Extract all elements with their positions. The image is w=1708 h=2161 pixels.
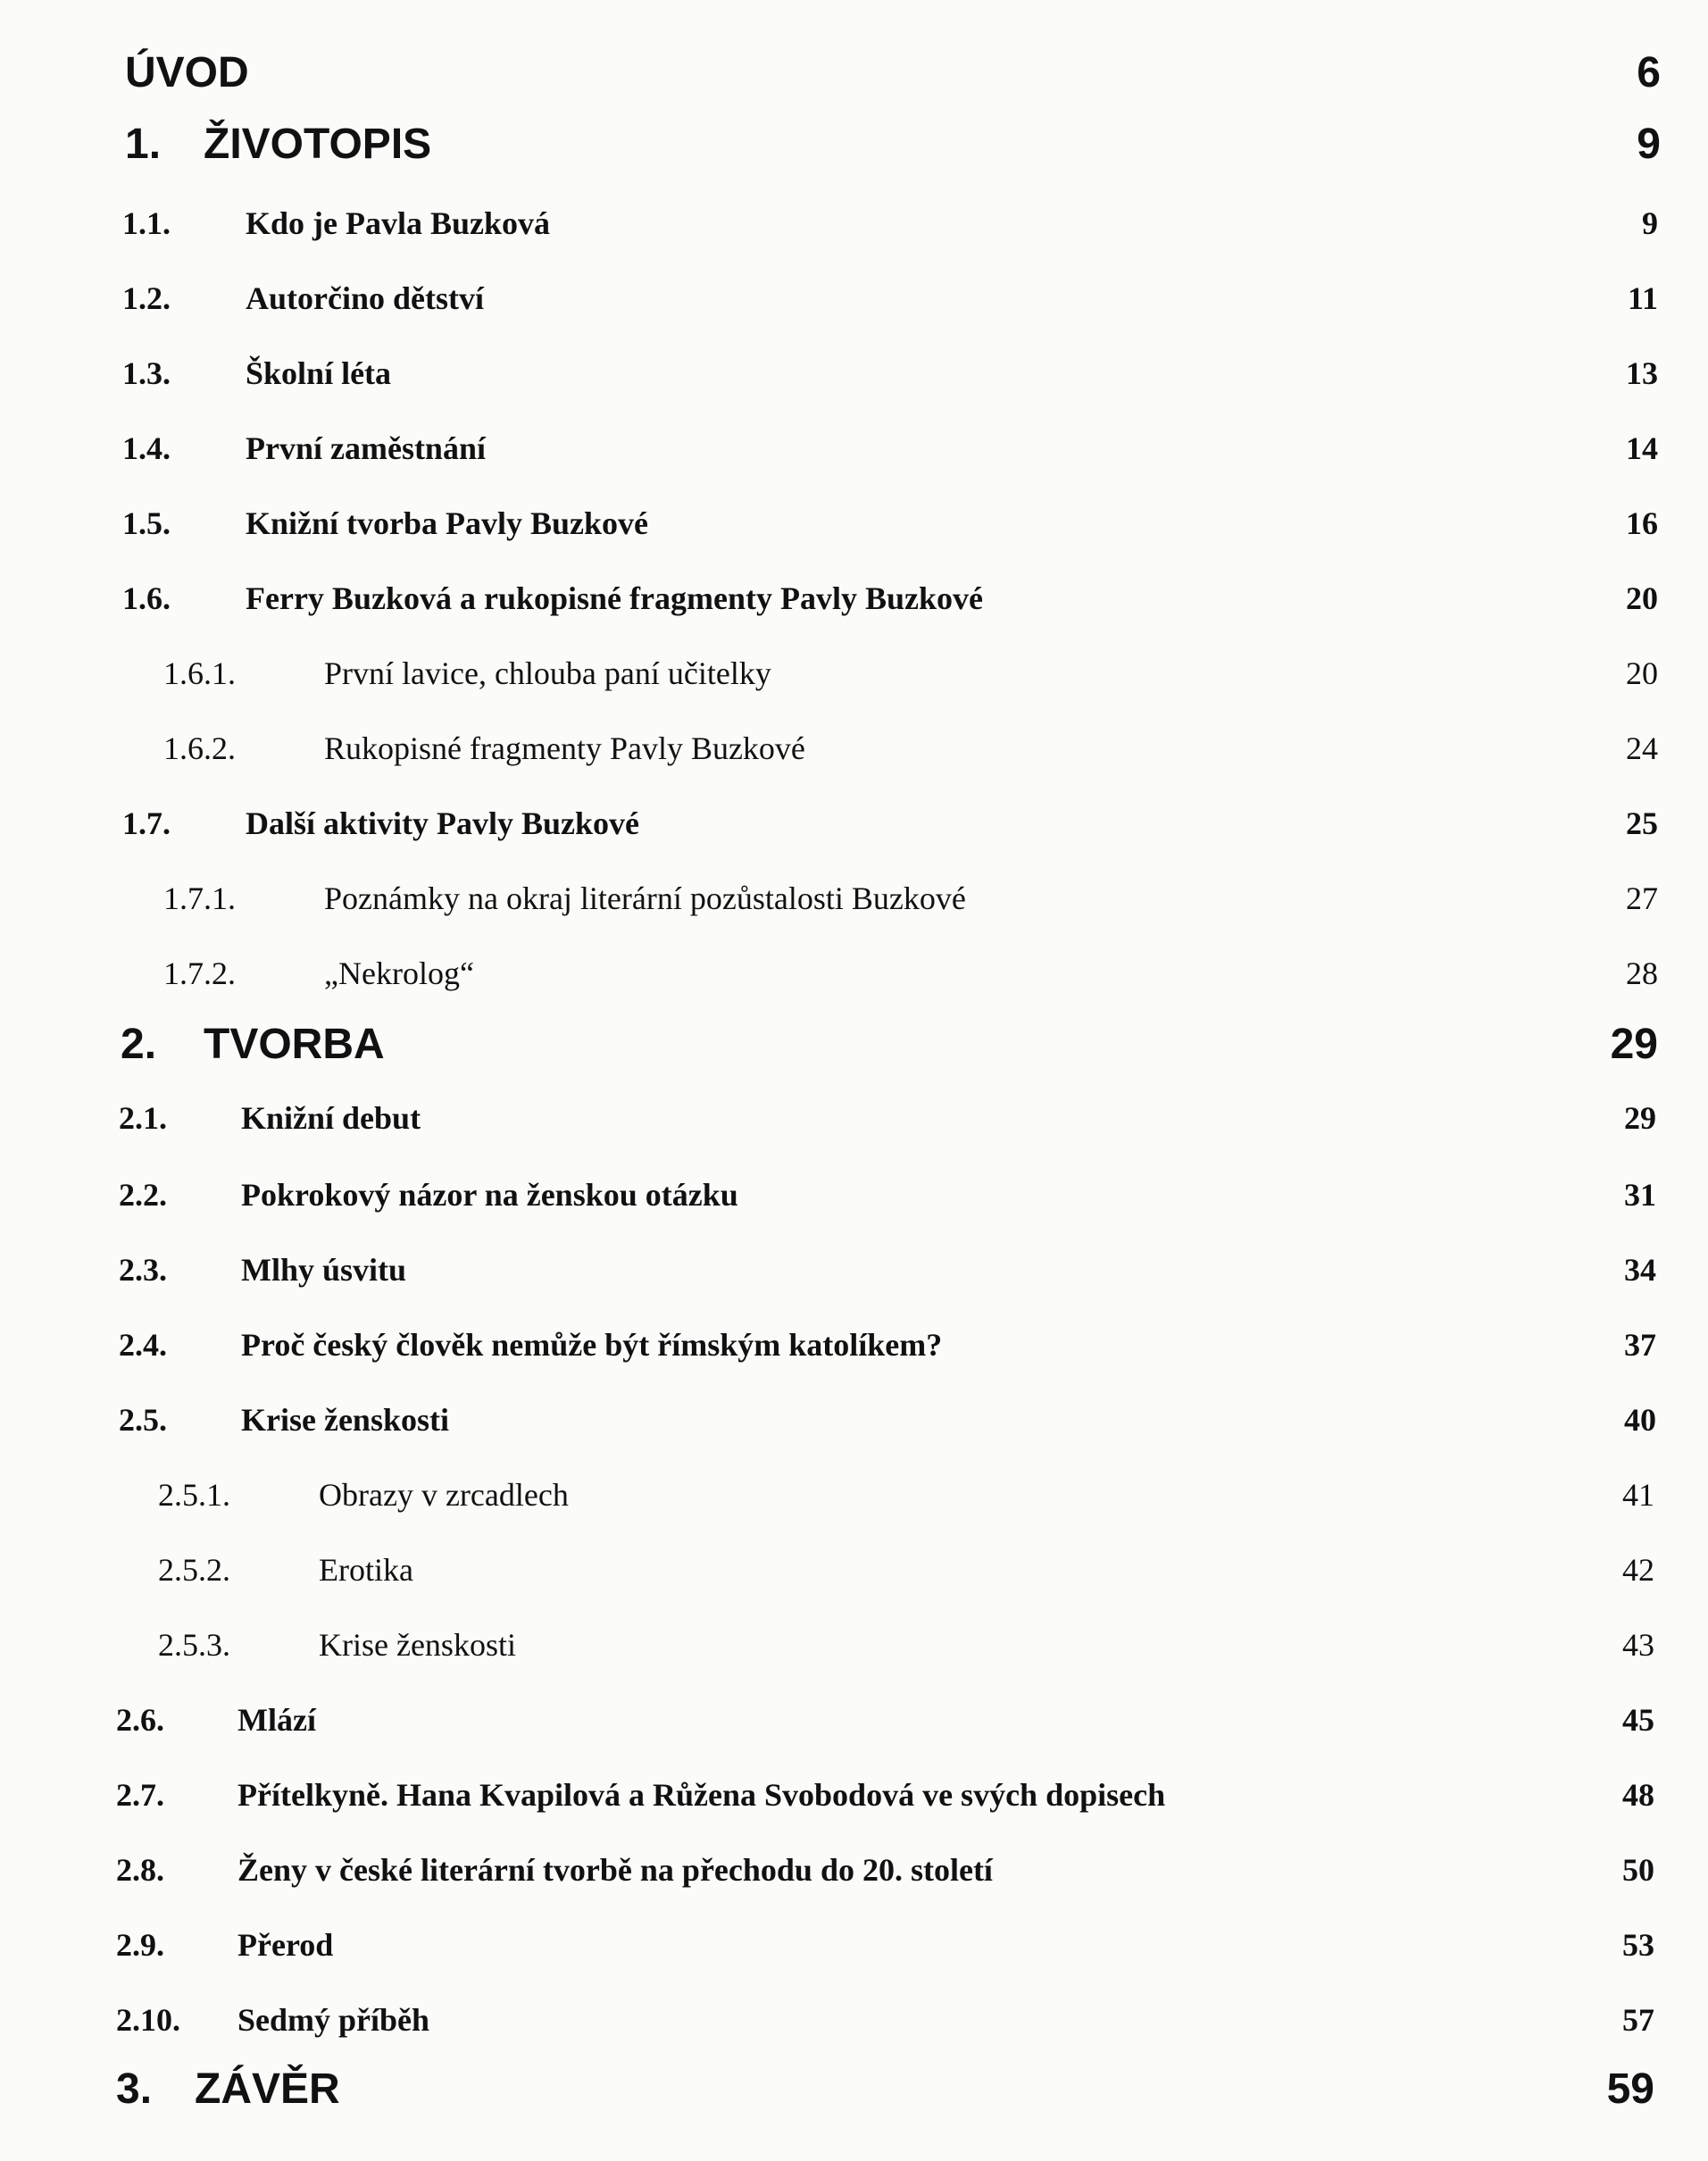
toc-entry-number: 2.5.3. — [158, 1627, 230, 1663]
toc-subsection-1-7-2 — [163, 957, 1658, 993]
toc-section-2-2 — [119, 1179, 1656, 1214]
toc-page-number: 42 — [1622, 1552, 1654, 1588]
toc-page-number: 14 — [1626, 430, 1658, 466]
toc-section-1-4 — [122, 432, 1658, 468]
toc-section-1-7 — [122, 807, 1658, 843]
toc-page-number: 16 — [1626, 505, 1658, 541]
toc-entry-number: 1.7. — [122, 805, 171, 841]
toc-entry-title: Přerod — [237, 1927, 334, 1963]
toc-page-number: 41 — [1622, 1477, 1654, 1513]
toc-page-number: 11 — [1627, 280, 1658, 316]
toc-entry-title: Rukopisné fragmenty Pavly Buzkové — [324, 730, 805, 766]
toc-entry-number: 2. — [121, 1021, 157, 1068]
toc-entry-title: TVORBA — [204, 1021, 385, 1068]
toc-entry-title: Přítelkyně. Hana Kvapilová a Růžena Svobodová ve svých dopisech — [237, 1777, 1166, 1813]
toc-entry-number: 2.7. — [116, 1777, 164, 1813]
toc-chapter-1 — [125, 123, 1661, 168]
toc-entry-number: 1.3. — [122, 355, 171, 391]
toc-entry-title: Sedmý příběh — [237, 2002, 430, 2038]
toc-section-2-1 — [119, 1102, 1656, 1138]
toc-subsection-2-5-1 — [158, 1479, 1654, 1514]
toc-section-2-5 — [119, 1404, 1656, 1439]
toc-entry-number: 2.1. — [119, 1100, 167, 1136]
toc-page-number: 50 — [1622, 1852, 1654, 1888]
toc-entry-title: Poznámky na okraj literární pozůstalosti Buzkové — [324, 880, 966, 916]
toc-entry-number: 2.9. — [116, 1927, 164, 1963]
toc-page-number: 40 — [1624, 1402, 1656, 1438]
toc-page-number: 24 — [1626, 730, 1658, 766]
toc-entry-title: Obrazy v zrcadlech — [319, 1477, 569, 1513]
toc-section-2-4 — [119, 1329, 1656, 1364]
toc-entry-title: ÚVOD — [125, 49, 249, 96]
toc-subsection-2-5-3 — [158, 1629, 1654, 1665]
toc-entry-title: Ferry Buzková a rukopisné fragmenty Pavly Buzkové — [246, 580, 983, 616]
toc-entry-number: 1.5. — [122, 505, 171, 541]
toc-page-number: 25 — [1626, 805, 1658, 841]
toc-entry-title: Školní léta — [246, 355, 392, 391]
toc-entry-number: 1.6. — [122, 580, 171, 616]
toc-entry-number: 1.6.1. — [163, 655, 236, 691]
toc-entry-title: Proč český člověk nemůže být římským katolíkem? — [241, 1327, 943, 1363]
toc-page-number: 57 — [1622, 2002, 1654, 2038]
toc-page-number: 53 — [1622, 1927, 1654, 1963]
toc-entry-title: První zaměstnání — [246, 430, 486, 466]
toc-entry-title: Mlhy úsvitu — [241, 1252, 407, 1288]
toc-chapter-3 — [116, 2065, 1654, 2113]
toc-page-number: 9 — [1637, 121, 1661, 168]
toc-page-number: 9 — [1642, 205, 1658, 241]
toc-entry-number: 2.5. — [119, 1402, 167, 1438]
toc-entry-number: 2.8. — [116, 1852, 164, 1888]
toc-entry-title: ŽIVOTOPIS — [204, 121, 432, 168]
toc-page-number: 59 — [1606, 2065, 1654, 2113]
toc-section-2-7 — [116, 1779, 1654, 1815]
toc-page-number: 29 — [1624, 1100, 1656, 1136]
toc-entry-title: Autorčino dětství — [246, 280, 484, 316]
toc-chapter-2 — [121, 1023, 1658, 1068]
toc-entry-number: 2.5.2. — [158, 1552, 230, 1588]
toc-section-1-6 — [122, 582, 1658, 618]
toc-entry-title: Další aktivity Pavly Buzkové — [246, 805, 640, 841]
toc-page-number: 20 — [1626, 580, 1658, 616]
toc-entry-number: 3. — [116, 2065, 153, 2113]
toc-section-1-5 — [122, 507, 1658, 543]
toc-subsection-1-6-2 — [163, 732, 1658, 768]
toc-entry-title: Knižní tvorba Pavly Buzkové — [246, 505, 649, 541]
toc-entry-title: Mlází — [237, 1702, 316, 1738]
toc-entry-number: 2.6. — [116, 1702, 164, 1738]
toc-entry-number: 1. — [125, 121, 162, 168]
toc-entry-number: 2.2. — [119, 1177, 167, 1213]
toc-page-number: 13 — [1626, 355, 1658, 391]
toc-entry-title: Krise ženskosti — [241, 1402, 449, 1438]
toc-subsection-1-7-1 — [163, 882, 1658, 918]
toc-page-number: 37 — [1624, 1327, 1656, 1363]
toc-page-number: 28 — [1626, 955, 1658, 991]
toc-page-number: 27 — [1626, 880, 1658, 916]
toc-page-number: 6 — [1637, 49, 1661, 96]
toc-section-2-9 — [116, 1929, 1654, 1965]
toc-entry-number: 1.4. — [122, 430, 171, 466]
toc-entry-title: První lavice, chlouba paní učitelky — [324, 655, 771, 691]
toc-subsection-1-6-1 — [163, 657, 1658, 693]
toc-page-number: 48 — [1622, 1777, 1654, 1813]
toc-section-1-1 — [122, 207, 1658, 243]
toc-section-2-8 — [116, 1854, 1654, 1890]
toc-section-2-6 — [116, 1704, 1654, 1740]
toc-entry-number: 2.10. — [116, 2002, 180, 2038]
toc-entry-number: 1.1. — [122, 205, 171, 241]
toc-entry-number: 2.4. — [119, 1327, 167, 1363]
toc-entry-title: Pokrokový názor na ženskou otázku — [241, 1177, 738, 1213]
toc-entry-title: „Nekrolog“ — [324, 955, 474, 991]
toc-entry-number: 2.3. — [119, 1252, 167, 1288]
toc-subsection-2-5-2 — [158, 1554, 1654, 1589]
toc-entry-title: Krise ženskosti — [319, 1627, 516, 1663]
toc-page-number: 29 — [1610, 1021, 1658, 1068]
toc-section-2-3 — [119, 1254, 1656, 1289]
toc-entry-title: ZÁVĚR — [195, 2065, 340, 2113]
toc-entry-number: 1.6.2. — [163, 730, 236, 766]
toc-entry-title: Ženy v české literární tvorbě na přechodu do 20. století — [237, 1852, 993, 1888]
toc-page-number: 34 — [1624, 1252, 1656, 1288]
toc-entry-number: 1.7.1. — [163, 880, 236, 916]
toc-entry-number: 1.7.2. — [163, 955, 236, 991]
toc-page-number: 31 — [1624, 1177, 1656, 1213]
toc-page-number: 20 — [1626, 655, 1658, 691]
toc-page-number: 45 — [1622, 1702, 1654, 1738]
toc-section-1-2 — [122, 282, 1658, 318]
toc-section-2-10 — [116, 2004, 1654, 2040]
toc-chapter-uvod — [125, 49, 1661, 96]
toc-entry-title: Kdo je Pavla Buzková — [246, 205, 551, 241]
toc-page-number: 43 — [1622, 1627, 1654, 1663]
toc-entry-title: Knižní debut — [241, 1100, 421, 1136]
toc-entry-number: 1.2. — [122, 280, 171, 316]
toc-section-1-3 — [122, 357, 1658, 393]
toc-entry-number: 2.5.1. — [158, 1477, 230, 1513]
toc-entry-title: Erotika — [319, 1552, 413, 1588]
